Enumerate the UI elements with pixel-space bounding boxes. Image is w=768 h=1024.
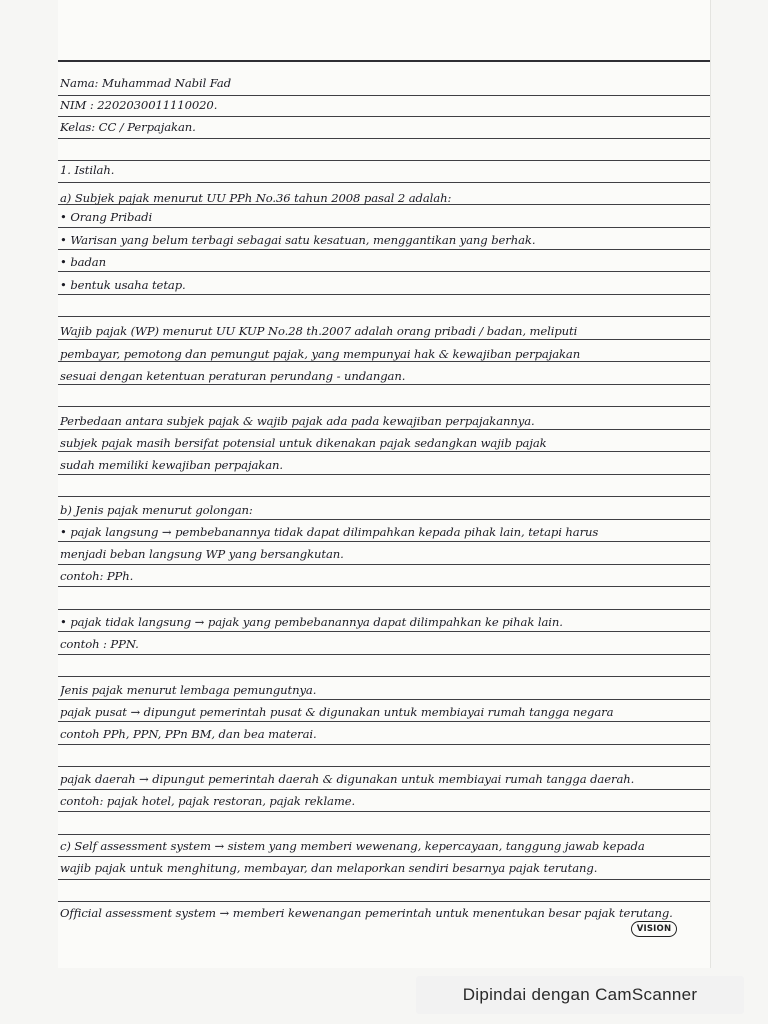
handwritten-line: contoh : PPN.: [60, 637, 139, 651]
ruled-line: [58, 496, 710, 497]
handwritten-line: pajak pusat → dipungut pemerintah pusat & digunakan untuk membiayai rumah tangga negara: [60, 705, 614, 719]
ruled-line: [58, 316, 710, 317]
class-info: Kelas: CC / Perpajakan.: [60, 120, 196, 134]
handwritten-line: • Warisan yang belum terbagi sebagai satu kesatuan, menggantikan yang berhak.: [60, 233, 536, 247]
handwritten-line: • pajak tidak langsung → pajak yang pembebanannya dapat dilimpahkan ke pihak lain.: [60, 615, 563, 629]
ruled-line: [58, 138, 710, 139]
handwritten-line: Jenis pajak menurut lembaga pemungutnya.: [60, 683, 317, 697]
handwritten-line: Wajib pajak (WP) menurut UU KUP No.28 th.2007 adalah orang pribadi / badan, meliputi: [60, 324, 578, 338]
handwritten-line: Perbedaan antara subjek pajak & wajib pajak ada pada kewajiban perpajakannya.: [60, 414, 535, 428]
notebook-brand-stamp: VISION: [631, 921, 677, 937]
student-name: Nama: Muhammad Nabil Fad: [60, 76, 232, 90]
handwritten-line: a) Subjek pajak menurut UU PPh No.36 tahun 2008 pasal 2 adalah:: [60, 191, 452, 205]
handwritten-line: sesuai dengan ketentuan peraturan perundang - undangan.: [60, 369, 406, 383]
notebook-sheet: [58, 0, 710, 968]
handwritten-line: • Orang Pribadi: [60, 210, 153, 224]
handwritten-line: contoh: pajak hotel, pajak restoran, pajak reklame.: [60, 794, 356, 808]
handwritten-line: b) Jenis pajak menurut golongan:: [60, 503, 253, 517]
handwritten-line: Official assessment system → memberi kewenangan pemerintah untuk menentukan besar pajak terutang.: [60, 906, 673, 920]
ruled-line: [58, 609, 710, 610]
handwritten-line: • bentuk usaha tetap.: [60, 278, 186, 292]
ruled-line: [58, 406, 710, 407]
handwritten-line: c) Self assessment system → sistem yang memberi wewenang, kepercayaan, tanggung jawab kepada: [60, 839, 645, 853]
handwritten-line: wajib pajak untuk menghitung, membayar, dan melaporkan sendiri besarnya pajak terutang.: [60, 861, 598, 875]
ruled-line: [58, 182, 710, 183]
handwritten-line: contoh: PPh.: [60, 569, 134, 583]
student-id: NIM : 2202030011110020.: [60, 98, 218, 112]
handwritten-line: • pajak langsung → pembebanannya tidak dapat dilimpahkan kepada pihak lain, tetapi harus: [60, 525, 599, 539]
ruled-line: [58, 676, 710, 677]
camscanner-watermark: [416, 976, 744, 1014]
ruled-line: [58, 879, 710, 880]
ruled-line: [58, 60, 710, 62]
handwritten-line: sudah memiliki kewajiban perpajakan.: [60, 458, 283, 472]
handwritten-line: 1. Istilah.: [60, 163, 115, 177]
handwritten-line: contoh PPh, PPN, PPn BM, dan bea materai.: [60, 727, 317, 741]
handwritten-line: menjadi beban langsung WP yang bersangkutan.: [60, 547, 344, 561]
handwritten-line: pajak daerah → dipungut pemerintah daerah & digunakan untuk membiayai rumah tangga daerah.: [60, 772, 635, 786]
ruled-line: [58, 766, 710, 767]
handwritten-line: subjek pajak masih bersifat potensial untuk dikenakan pajak sedangkan wajib pajak: [60, 436, 547, 450]
watermark-text: Dipindai dengan CamScanner: [462, 985, 698, 1004]
handwritten-line: • badan: [60, 255, 106, 269]
handwritten-line: pembayar, pemotong dan pemungut pajak, yang mempunyai hak & kewajiban perpajakan: [60, 347, 581, 361]
